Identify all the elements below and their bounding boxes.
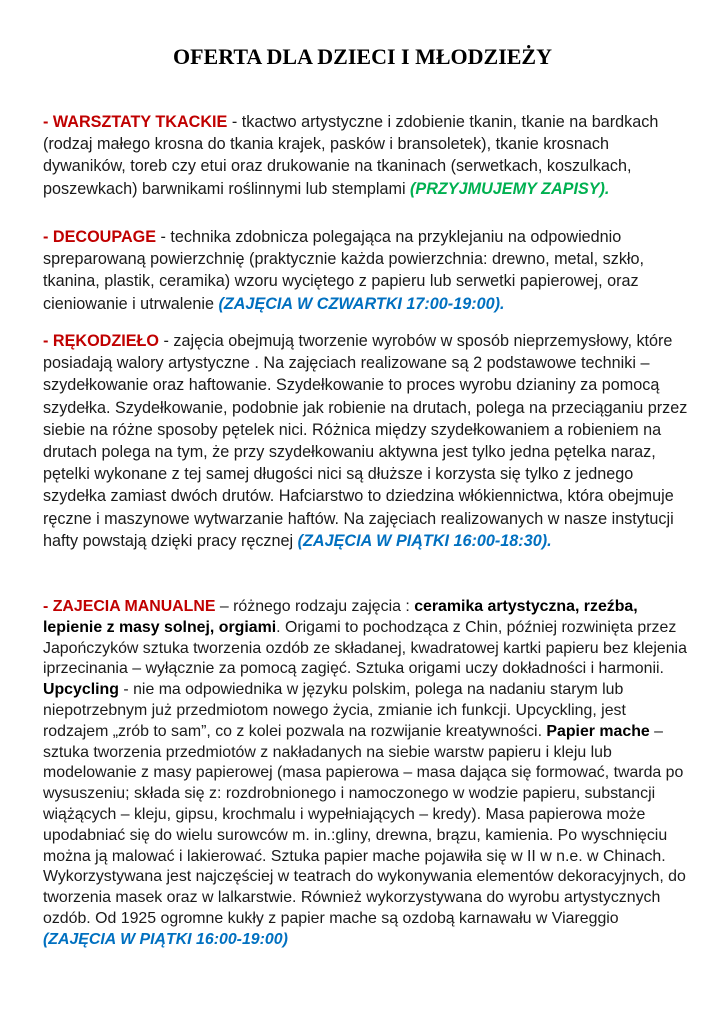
section-heading: - ZAJECIA MANUALNE <box>43 598 216 615</box>
schedule-note: (ZAJĘCIA W PIĄTKI 16:00-18:30). <box>297 531 552 550</box>
enrollment-note: (PRZYJMUJEMY ZAPISY). <box>410 179 610 198</box>
upcycling-label: Upcycling <box>43 681 119 699</box>
section-body: - technika zdobnicza polegająca na przyklejaniu na odpowiednio spreparowaną powierzchnię (praktycznie każda powierzchnia: drewno, metal, szkło, tkanina, plastik, ceramika) wzoru wyciętego z papieru lub serwetki papierowej, oraz cieniowanie i utrwalenie <box>43 228 645 313</box>
section-decoupage <box>43 226 693 315</box>
section-body: - zajęcia obejmują tworzenie wyrobów w sposób nieprzemysłowy, które posiadają walory artystyczne . Na zajęciach realizowane są 2 podstawowe techniki – szydełkowanie oraz haftowanie. Szydełkowanie to proces wyrobu dzianiny za pomocą szydełka. Szydełkowanie, podobnie jak robienie na drutach, polega na przeciąganiu przez siebie na różne sposoby pętelek nici. Różnica między szydełkowaniem a robieniem na drutach polega na tym, że przy szydełkowaniu aktywna jest tylko jedna pętelka naraz, pętelki wykonane z tej samej długości nici są dłuższe i korzysta się tylko z jednego szydełka zamiast dwóch drutów. Hafciarstwo to dziedzina włókiennictwa, która obejmuje ręczne i maszynowe wytwarzanie haftów. Na zajęciach realizowanych w nasze instytucji hafty powstają dzięki pracy ręcznej <box>43 332 688 550</box>
section-body: - tkactwo artystyczne i zdobienie tkanin, tkanie na bardkach (rodzaj małego krosna do tkania krajek, pasków i bransoletek), tkanie krosnach dywaników, toreb czy etui oraz drukowanie na tkaninach (serwetkach, koszulkach, poszewkach) barwnikami roślinnymi lub stemplami <box>43 113 659 198</box>
page-title: OFERTA DLA DZIECI I MŁODZIEŻY <box>172 44 552 69</box>
section-heading: - DECOUPAGE <box>43 228 157 246</box>
section-intro: – różnego rodzaju zajęcia : <box>215 598 415 615</box>
section-zajecia-manualne <box>43 597 693 951</box>
activity-list: ceramika artystyczna, rzeźba, lepienie z masy solnej, orgiami <box>43 598 638 636</box>
papier-mache-label: Papier mache <box>546 722 650 740</box>
origami-text: . Origami to pochodząca z Chin, później rozwinięta przez Japończyków sztuka tworzenia ozdób ze składanej, kwadratowej kartki papieru bez klejenia iprzecinania – wyłącznie za pomocą zagięć. Sztuka origami uczy dokładności i harmonii. <box>43 618 687 678</box>
upcycling-text: - nie ma odpowiednika w języku polskim, polega na nadaniu starym lub niepotrzebnym już przedmiotom nowego życia, zmianie ich funkcji. Upcyckling, jest rodzajem „zrób to sam”, co z kolei pozwala na rozwijanie kreatywności. <box>43 681 626 740</box>
section-heading: - RĘKODZIEŁO <box>43 332 160 350</box>
papier-mache-text: – sztuka tworzenia przedmiotów z nakładanych na siebie warstw papieru i kleju lub modelowanie z masy papierowej (masa papierowa – masa dająca się formować, twarda po wysuszeniu; składa się z: rozdrobnionego i namoczonego w wodzie papieru, substancji wiążących – kleju, gipsu, krochmalu i wypełniających – kredy). Masa papierowa może upodabniać się do wielu surowców m. in.:gliny, drewna, brązu, kamienia. Po wyschnięciu można ją malować i lakierować. Sztuka papier mache pojawiła się w II w n.e. w Chinach. Wykorzystywana jest najczęściej w teatrach do wykonywania elementów dekoracyjnych, do tworzenia masek oraz w lalkarstwie. Również wykorzystywana do wyrobu artystycznych ozdób. Od 1925 ogromne kukły z papier mache są ozdobą karnawału w Viareggio <box>43 722 686 927</box>
schedule-note: (ZAJĘCIA W PIĄTKI 16:00-19:00) <box>43 930 288 948</box>
schedule-note: (ZAJĘCIA W CZWARTKI 17:00-19:00). <box>218 294 505 313</box>
section-rekodzielo <box>43 330 693 552</box>
section-heading: - WARSZTATY TKACKIE <box>43 113 228 131</box>
section-warsztaty-tkackie <box>43 111 693 200</box>
